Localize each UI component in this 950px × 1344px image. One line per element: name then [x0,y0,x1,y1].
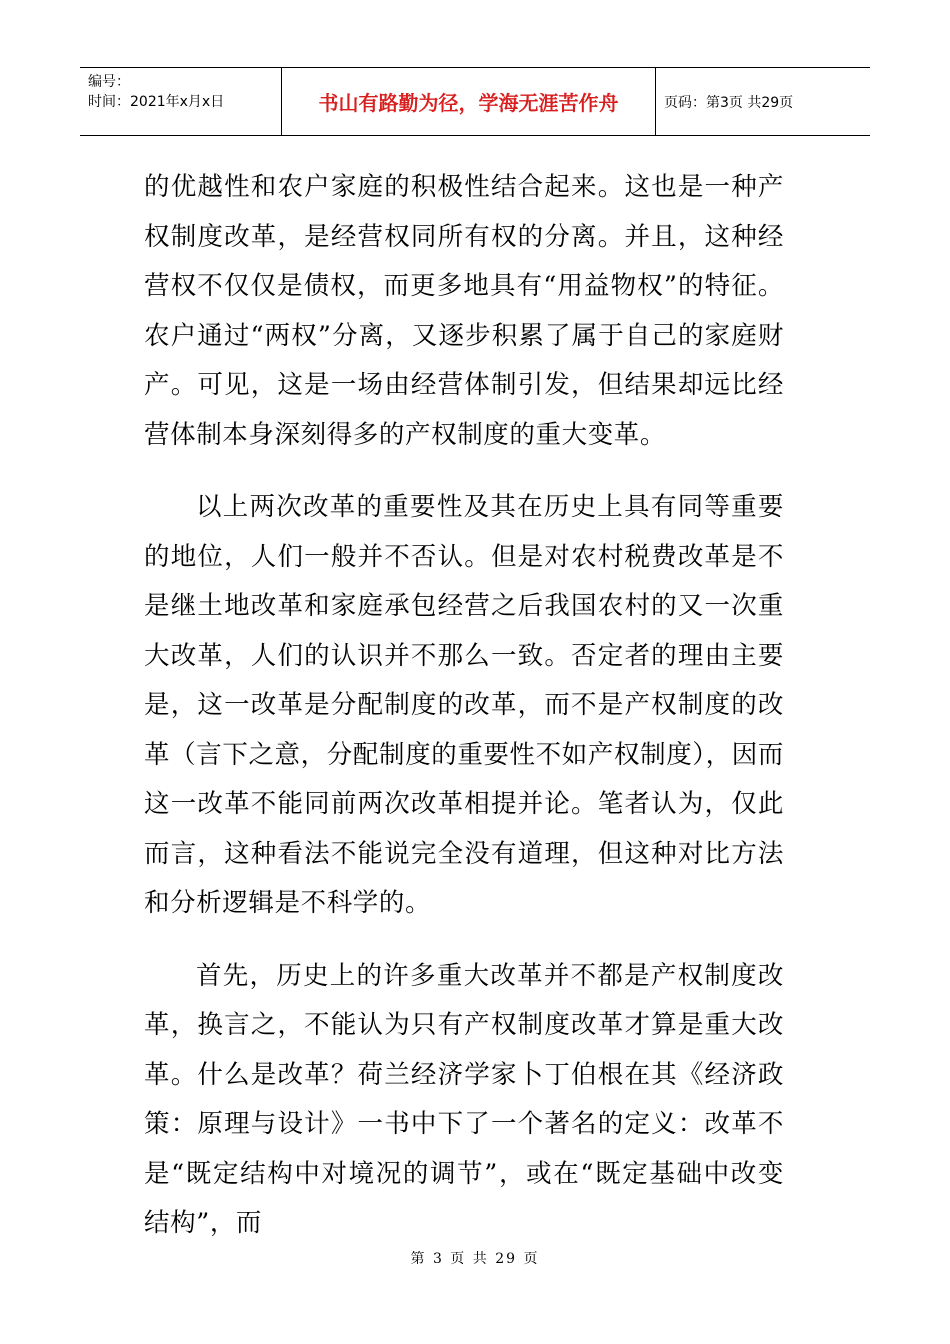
header-meta [80,68,282,135]
document-body [144,163,784,1249]
document-date-label: 时间：2021年x月x日 [88,94,225,110]
page-header [80,67,870,136]
header-motto: 书山有路勤为径，学海无涯苦作舟 [282,68,656,135]
header-page-info: 页码：第3页 共29页 [664,94,794,111]
paragraph-1: 的优越性和农户家庭的积极性结合起来。这也是一种产权制度改革，是经营权同所有权的分离。并且，这种经营权不仅仅是债权，而更多地具有“用益物权”的特征。农户通过“两权”分离，又逐步积累了属于自己的家庭财产。可见，这是一场由经营体制引发，但结果却远比经营体制本身深刻得多的产权制度的重大变革。 [144,172,784,450]
page-footer: 第 3 页 共 29 页 [410,1251,540,1267]
paragraph-3: 首先，历史上的许多重大改革并不都是产权制度改革，换言之，不能认为只有产权制度改革才算是重大改革。什么是改革？荷兰经济学家卜丁伯根在其《经济政策：原理与设计》一书中下了一个著名的定义：改革不是“既定结构中对境况的调节”，或在“既定基础中改变结构”，而 [144,960,784,1238]
paragraph-2: 以上两次改革的重要性及其在历史上具有同等重要的地位，人们一般并不否认。但是对农村税费改革是不是继土地改革和家庭承包经营之后我国农村的又一次重大改革，人们的认识并不那么一致。否定者的理由主要是，这一改革是分配制度的改革，而不是产权制度的改革（言下之意，分配制度的重要性不如产权制度），因而这一改革不能同前两次改革相提并论。笔者认为，仅此而言，这种看法不能说完全没有道理，但这种对比方法和分析逻辑是不科学的。 [144,492,784,918]
document-number-label: 编号： [88,74,130,90]
